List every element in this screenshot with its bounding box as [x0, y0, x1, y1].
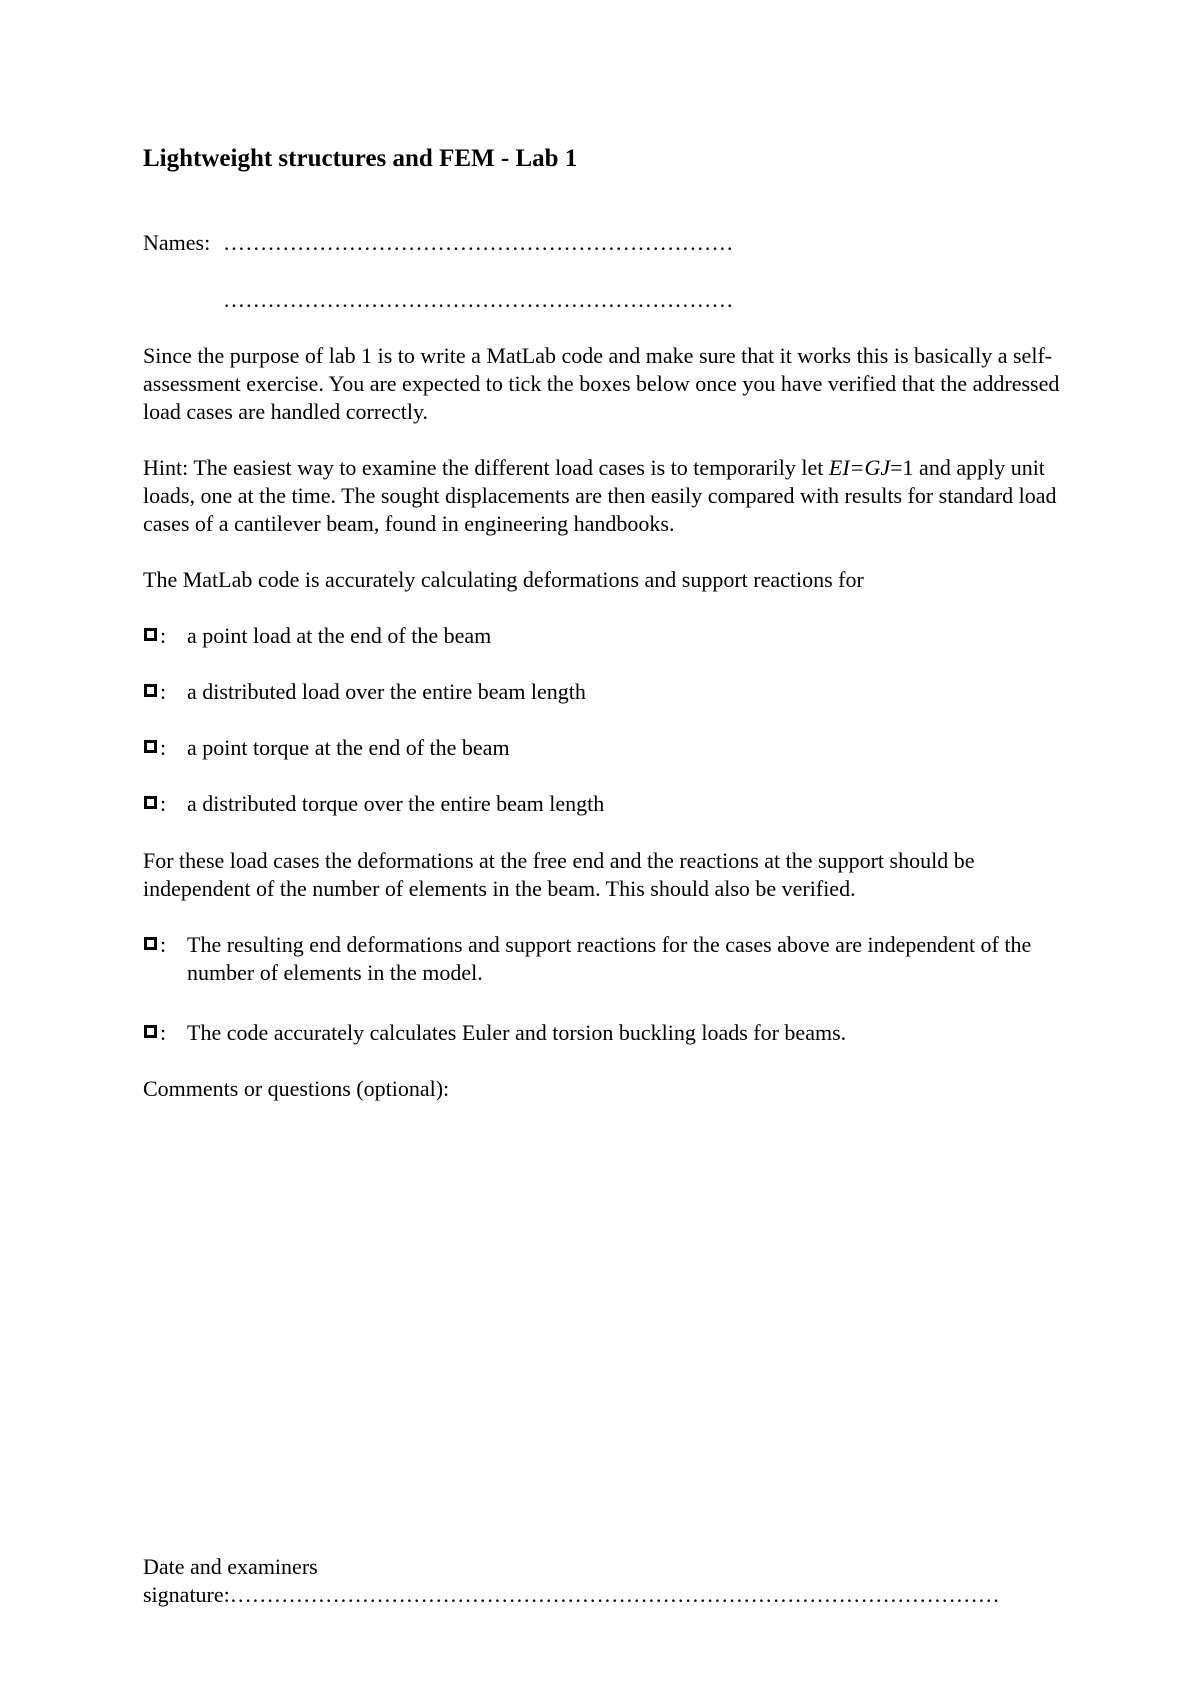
- lead-sentence: The MatLab code is accurately calculating deformations and support reactions for: [143, 567, 864, 592]
- signature-line[interactable]: ……………………………………………………………………………………………: [229, 1582, 1000, 1607]
- date-examiners-label: Date and examiners: [143, 1554, 318, 1579]
- checkbox-colon: :: [160, 791, 167, 816]
- checkbox-colon: :: [160, 932, 167, 957]
- page-title: Lightweight structures and FEM - Lab 1: [143, 145, 578, 172]
- checkbox[interactable]: [144, 628, 157, 641]
- check-item-label: a distributed load over the entire beam length: [187, 679, 586, 704]
- checkbox[interactable]: [144, 740, 157, 753]
- checkbox-colon: :: [160, 735, 167, 760]
- intro-paragraph: Since the purpose of lab 1 is to write a MatLab code and make sure that it works this is basically a self-assessment exercise. You are expected to tick the boxes below once you have verified that the addressed load cases are handled correctly.: [143, 343, 1060, 424]
- check-item-label: a point torque at the end of the beam: [187, 735, 510, 760]
- check-item-label: The code accurately calculates Euler and torsion buckling loads for beams.: [187, 1020, 847, 1045]
- checkbox[interactable]: [144, 796, 157, 809]
- checkbox[interactable]: [144, 1025, 157, 1038]
- names-field-line-2[interactable]: ……………………………………………………………: [223, 287, 734, 312]
- check-item-label: a distributed torque over the entire beam length: [187, 791, 605, 816]
- check-item-label: The resulting end deformations and support reactions for the cases above are independent of the number of elements in the model.: [187, 932, 1032, 985]
- checkbox-colon: :: [160, 623, 167, 648]
- signature-field[interactable]: [143, 1581, 1000, 1609]
- checkbox-colon: :: [160, 679, 167, 704]
- hint-text-after: =1 and apply unit loads, one at the time. The sought displacements are then easily compared with results for standard load cases of a cantilever beam, found in engineering handbooks.: [143, 455, 1057, 536]
- checkbox[interactable]: [144, 937, 157, 950]
- checkbox[interactable]: [144, 684, 157, 697]
- check-item-label: a point load at the end of the beam: [187, 623, 492, 648]
- hint-text-before: Hint: The easiest way to examine the different load cases is to temporarily let: [143, 455, 829, 480]
- hint-paragraph: [143, 454, 1073, 538]
- hint-formula: EI=GJ: [828, 455, 891, 480]
- names-label: Names:: [143, 230, 211, 255]
- names-field-line-1[interactable]: ……………………………………………………………: [223, 230, 734, 255]
- checkbox-colon: :: [160, 1020, 167, 1045]
- comments-label: Comments or questions (optional):: [143, 1076, 450, 1101]
- independence-note: For these load cases the deformations at the free end and the reactions at the support should be independent of the number of elements in the beam. This should also be verified.: [143, 848, 975, 901]
- signature-label: signature:: [143, 1582, 230, 1607]
